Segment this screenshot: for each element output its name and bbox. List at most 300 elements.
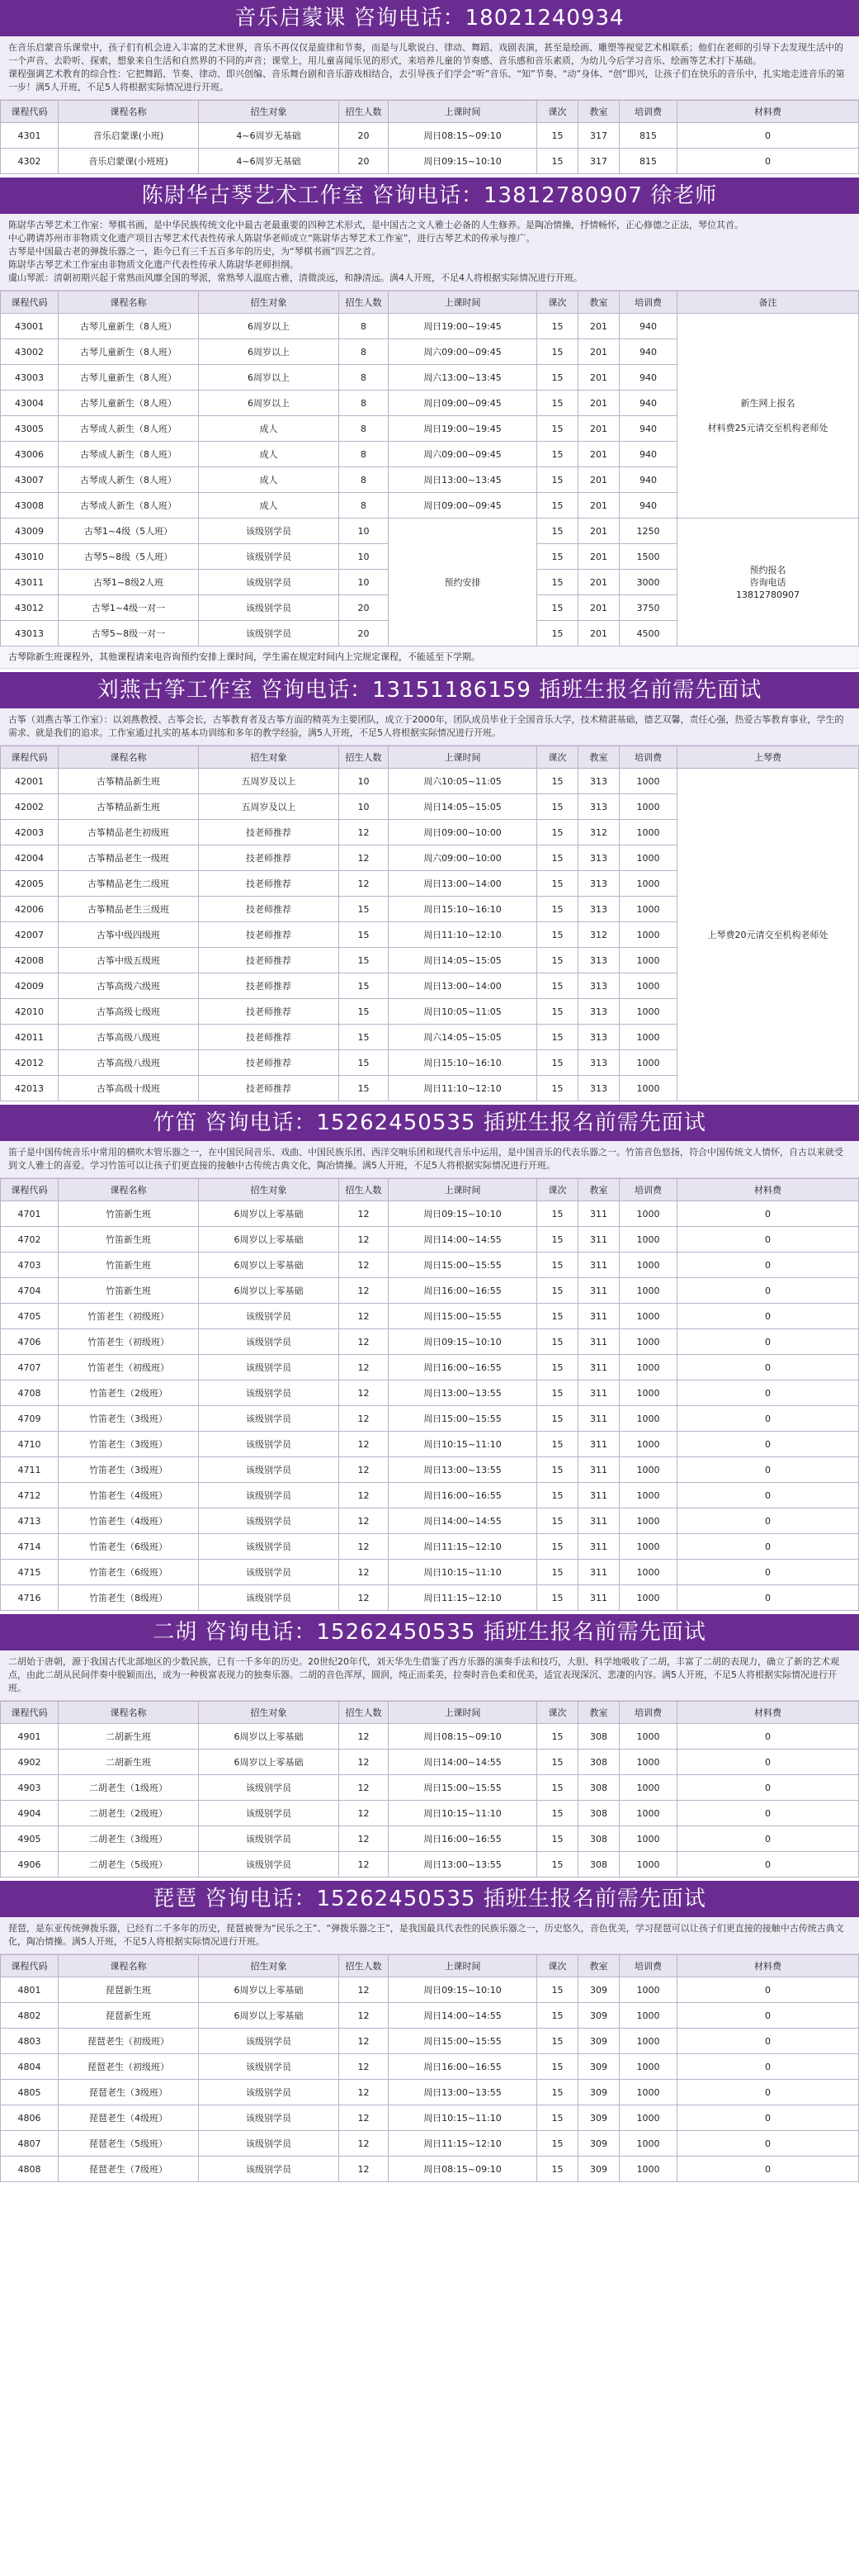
cell-fee: 940 (620, 365, 677, 391)
column-header: 上课时间 (389, 101, 537, 123)
cell-name: 琵琶老生（初级班） (59, 2029, 199, 2054)
cell-name: 琵琶老生（3级班） (59, 2080, 199, 2105)
cell-time: 周日11:15~12:10 (389, 1585, 537, 1611)
cell-room: 308 (578, 1852, 620, 1878)
intro-paragraph: 虞山琴派：清朝初期兴起于常熟而风靡全国的琴派，常熟琴人温庭古雅，清微淡远，和静清远。满4人开班，不足4人将根据实际情况进行开班。 (8, 272, 583, 283)
cell-target: 该级别学员 (199, 1329, 339, 1355)
cell-fee: 1500 (620, 544, 677, 570)
cell-count: 15 (339, 1025, 389, 1050)
cell-target: 技老师推荐 (199, 973, 339, 999)
cell-count: 15 (339, 973, 389, 999)
cell-code: 43011 (1, 570, 59, 595)
cell-room: 311 (578, 1252, 620, 1278)
cell-room: 201 (578, 339, 620, 365)
cell-room: 308 (578, 1826, 620, 1852)
column-header: 课程名称 (59, 101, 199, 123)
cell-code: 4716 (1, 1585, 59, 1611)
column-header: 教室 (578, 291, 620, 314)
cell-room: 309 (578, 2003, 620, 2029)
cell-code: 42003 (1, 820, 59, 845)
cell-target: 6周岁以上零基础 (199, 1201, 339, 1227)
cell-name: 古琴成人新生（8人班） (59, 467, 199, 493)
cell-name: 古琴成人新生（8人班） (59, 416, 199, 442)
cell-material: 0 (677, 2003, 859, 2029)
cell-material: 0 (677, 1801, 859, 1826)
cell-time: 周日14:05~15:05 (389, 948, 537, 973)
cell-room: 201 (578, 519, 620, 544)
column-header: 培训费 (620, 291, 677, 314)
cell-code: 4801 (1, 1977, 59, 2003)
cell-sessions: 15 (537, 1380, 578, 1406)
cell-material: 0 (677, 2157, 859, 2182)
cell-fee: 1000 (620, 794, 677, 820)
table-row (1, 2157, 859, 2182)
cell-target: 该级别学员 (199, 1801, 339, 1826)
cell-fee: 1000 (620, 1329, 677, 1355)
column-header: 课程代码 (1, 746, 59, 769)
cell-fee: 1000 (620, 897, 677, 922)
cell-target: 该级别学员 (199, 1560, 339, 1585)
column-header: 上琴费 (677, 746, 859, 769)
cell-sessions: 15 (537, 769, 578, 794)
cell-count: 10 (339, 544, 389, 570)
cell-count: 15 (339, 922, 389, 948)
cell-material: 0 (677, 149, 859, 174)
cell-code: 4704 (1, 1278, 59, 1304)
cell-time: 周日15:00~15:55 (389, 1252, 537, 1278)
cell-time: 周日09:00~10:00 (389, 820, 537, 845)
cell-name: 古琴儿童新生（8人班） (59, 391, 199, 416)
cell-code: 43010 (1, 544, 59, 570)
cell-name: 古琴儿童新生（8人班） (59, 314, 199, 339)
cell-code: 4807 (1, 2131, 59, 2157)
cell-room: 311 (578, 1329, 620, 1355)
table-head (1, 1179, 859, 1201)
column-header: 培训费 (620, 1955, 677, 1977)
cell-room: 201 (578, 621, 620, 646)
column-header: 招生对象 (199, 291, 339, 314)
cell-material: 0 (677, 1724, 859, 1750)
cell-sessions: 15 (537, 1534, 578, 1560)
cell-name: 古琴成人新生（8人班） (59, 493, 199, 519)
cell-time: 预约安排 (389, 519, 537, 646)
cell-room: 201 (578, 365, 620, 391)
cell-count: 12 (339, 1724, 389, 1750)
column-header: 上课时间 (389, 1702, 537, 1724)
column-header: 教室 (578, 746, 620, 769)
cell-time: 周日13:00~14:00 (389, 973, 537, 999)
cell-material: 0 (677, 1406, 859, 1432)
column-header: 课次 (537, 291, 578, 314)
column-header: 教室 (578, 101, 620, 123)
cell-sessions: 15 (537, 1560, 578, 1585)
cell-target: 成人 (199, 467, 339, 493)
cell-time: 周日09:00~09:45 (389, 493, 537, 519)
cell-room: 311 (578, 1432, 620, 1457)
cell-code: 43004 (1, 391, 59, 416)
cell-target: 4~6周岁无基础 (199, 149, 339, 174)
cell-target: 成人 (199, 416, 339, 442)
cell-room: 201 (578, 595, 620, 621)
cell-sessions: 15 (537, 1201, 578, 1227)
cell-time: 周日15:00~15:55 (389, 2029, 537, 2054)
cell-room: 313 (578, 845, 620, 871)
cell-fee: 940 (620, 493, 677, 519)
cell-fee: 4500 (620, 621, 677, 646)
table-row (1, 2003, 859, 2029)
cell-fee: 1000 (620, 1201, 677, 1227)
cell-time: 周日08:15~09:10 (389, 123, 537, 149)
cell-target: 成人 (199, 493, 339, 519)
cell-count: 20 (339, 123, 389, 149)
cell-count: 12 (339, 1227, 389, 1252)
cell-time: 周日16:00~16:55 (389, 1826, 537, 1852)
cell-target: 技老师推荐 (199, 948, 339, 973)
cell-fee: 940 (620, 314, 677, 339)
cell-sessions: 15 (537, 1304, 578, 1329)
cell-target: 该级别学员 (199, 2105, 339, 2131)
cell-target: 技老师推荐 (199, 845, 339, 871)
table-row (1, 1724, 859, 1750)
cell-material: 0 (677, 1775, 859, 1801)
column-header: 招生人数 (339, 1179, 389, 1201)
table-head (1, 1955, 859, 1977)
cell-time: 周日13:00~14:00 (389, 871, 537, 897)
cell-count: 12 (339, 1801, 389, 1826)
cell-fee: 1000 (620, 871, 677, 897)
cell-code: 43013 (1, 621, 59, 646)
cell-room: 313 (578, 973, 620, 999)
cell-code: 4808 (1, 2157, 59, 2182)
column-header: 课程名称 (59, 1702, 199, 1724)
cell-fee: 1000 (620, 1406, 677, 1432)
cell-target: 6周岁以上零基础 (199, 2003, 339, 2029)
column-header: 课程名称 (59, 291, 199, 314)
cell-count: 20 (339, 149, 389, 174)
cell-time: 周日11:10~12:10 (389, 922, 537, 948)
cell-target: 该级别学员 (199, 1826, 339, 1852)
cell-code: 42007 (1, 922, 59, 948)
cell-material: 0 (677, 1585, 859, 1611)
table-row (1, 2080, 859, 2105)
table-body (1, 123, 859, 174)
column-header: 课程代码 (1, 101, 59, 123)
cell-name: 古琴儿童新生（8人班） (59, 365, 199, 391)
cell-target: 技老师推荐 (199, 871, 339, 897)
cell-sessions: 15 (537, 2003, 578, 2029)
cell-room: 201 (578, 442, 620, 467)
cell-target: 该级别学员 (199, 1508, 339, 1534)
cell-count: 8 (339, 339, 389, 365)
cell-code: 4904 (1, 1801, 59, 1826)
cell-name: 古筝精品老生三级班 (59, 897, 199, 922)
cell-name: 古筝精品老生初级班 (59, 820, 199, 845)
table-row (1, 1329, 859, 1355)
cell-target: 6周岁以上零基础 (199, 1252, 339, 1278)
cell-time: 周日13:00~13:55 (389, 1852, 537, 1878)
cell-count: 12 (339, 2131, 389, 2157)
cell-target: 五周岁及以上 (199, 794, 339, 820)
cell-code: 42006 (1, 897, 59, 922)
table-row (1, 1483, 859, 1508)
cell-name: 竹笛新生班 (59, 1252, 199, 1278)
section-title: 刘燕古筝工作室 咨询电话：13151186159 插班生报名前需先面试 (0, 672, 859, 708)
course-table (0, 100, 859, 174)
cell-time: 周六14:05~15:05 (389, 1025, 537, 1050)
table-row (1, 1977, 859, 2003)
cell-sessions: 15 (537, 149, 578, 174)
cell-code: 4711 (1, 1457, 59, 1483)
cell-count: 15 (339, 999, 389, 1025)
cell-target: 该级别学员 (199, 1852, 339, 1878)
cell-code: 4707 (1, 1355, 59, 1380)
table-row (1, 769, 859, 794)
cell-sessions: 15 (537, 2029, 578, 2054)
cell-sessions: 15 (537, 1852, 578, 1878)
cell-fee: 1000 (620, 2105, 677, 2131)
cell-sessions: 15 (537, 2157, 578, 2182)
cell-room: 201 (578, 544, 620, 570)
cell-sessions: 15 (537, 1775, 578, 1801)
cell-sessions: 15 (537, 519, 578, 544)
cell-time: 周日13:00~13:55 (389, 1457, 537, 1483)
cell-count: 8 (339, 467, 389, 493)
cell-name: 二胡老生（1级班） (59, 1775, 199, 1801)
cell-time: 周日10:15~11:10 (389, 1801, 537, 1826)
column-header: 培训费 (620, 101, 677, 123)
cell-fee: 1000 (620, 820, 677, 845)
cell-count: 15 (339, 948, 389, 973)
cell-name: 古筝精品新生班 (59, 794, 199, 820)
cell-sessions: 15 (537, 467, 578, 493)
column-header: 材料费 (677, 1702, 859, 1724)
cell-fee: 1000 (620, 1050, 677, 1076)
cell-target: 该级别学员 (199, 1775, 339, 1801)
cell-name: 古琴1~4级一对一 (59, 595, 199, 621)
cell-count: 12 (339, 820, 389, 845)
cell-material: 0 (677, 1852, 859, 1878)
cell-fee: 1000 (620, 1076, 677, 1101)
cell-count: 12 (339, 1852, 389, 1878)
cell-target: 技老师推荐 (199, 1025, 339, 1050)
cell-fee: 1000 (620, 922, 677, 948)
cell-target: 该级别学员 (199, 2157, 339, 2182)
cell-count: 12 (339, 2003, 389, 2029)
cell-fee: 1000 (620, 1508, 677, 1534)
cell-time: 周日13:00~13:45 (389, 467, 537, 493)
table-row (1, 2131, 859, 2157)
header-row (1, 1179, 859, 1201)
cell-room: 201 (578, 493, 620, 519)
cell-room: 309 (578, 2080, 620, 2105)
cell-code: 4302 (1, 149, 59, 174)
cell-name: 竹笛老生（初级班） (59, 1329, 199, 1355)
intro-paragraph: 陈尉华古琴艺术工作室由非物质文化遗产代表性传承人陈尉华老师担纲。 (8, 259, 299, 270)
cell-name: 竹笛老生（3级班） (59, 1406, 199, 1432)
table-row (1, 519, 859, 544)
cell-room: 201 (578, 570, 620, 595)
cell-fee: 1000 (620, 1025, 677, 1050)
table-body (1, 1201, 859, 1611)
cell-count: 20 (339, 595, 389, 621)
cell-name: 二胡新生班 (59, 1724, 199, 1750)
intro-paragraph: 在音乐启蒙音乐课堂中，孩子们有机会进入丰富的艺术世界，音乐不再仅仅是旋律和节奏，而是与儿歌说白、律动、舞蹈、戏剧表演，甚至是绘画、雕塑等视觉艺术相联系；他们在老师的引导下去发现生活中的一个声音、去聆听、探索，想象来自生活和自然界的不同的声音；课堂上，用儿童喜闻乐见的形式，来培养儿童的节奏感、音乐感和音乐素质，为幼儿今后学习音乐、绘画等艺术打下基础。 (8, 42, 843, 66)
cell-fee: 1000 (620, 1355, 677, 1380)
column-header: 课次 (537, 1179, 578, 1201)
column-header: 材料费 (677, 1955, 859, 1977)
table-row (1, 149, 859, 174)
cell-code: 42005 (1, 871, 59, 897)
cell-room: 313 (578, 1025, 620, 1050)
cell-time: 周日10:15~11:10 (389, 1560, 537, 1585)
cell-sessions: 15 (537, 1406, 578, 1432)
cell-target: 6周岁以上零基础 (199, 1278, 339, 1304)
cell-target: 该级别学员 (199, 1432, 339, 1457)
cell-sessions: 15 (537, 570, 578, 595)
table-row (1, 1585, 859, 1611)
cell-time: 周日08:15~09:10 (389, 2157, 537, 2182)
cell-fee: 1000 (620, 973, 677, 999)
cell-material: 0 (677, 1977, 859, 2003)
cell-time: 周日14:00~14:55 (389, 1227, 537, 1252)
cell-time: 周日10:05~11:05 (389, 999, 537, 1025)
column-header: 教室 (578, 1955, 620, 1977)
cell-room: 308 (578, 1750, 620, 1775)
cell-time: 周日09:15~10:10 (389, 149, 537, 174)
cell-code: 4803 (1, 2029, 59, 2054)
cell-sessions: 15 (537, 1483, 578, 1508)
column-header: 课次 (537, 1955, 578, 1977)
cell-target: 技老师推荐 (199, 820, 339, 845)
cell-code: 4903 (1, 1775, 59, 1801)
cell-name: 竹笛新生班 (59, 1227, 199, 1252)
cell-count: 10 (339, 794, 389, 820)
cell-name: 古琴儿童新生（8人班） (59, 339, 199, 365)
cell-material: 0 (677, 2131, 859, 2157)
cell-target: 4~6周岁无基础 (199, 123, 339, 149)
cell-room: 311 (578, 1304, 620, 1329)
intro-paragraph: 笛子是中国传统音乐中常用的横吹木管乐器之一，在中国民间音乐、戏曲、中国民族乐团、西洋交响乐团和现代音乐中运用，是中国音乐的代表乐器之一。竹笛音色悠扬，符合中国传统文人情怀，自古以来就受到文人雅士的喜爱。学习竹笛可以让孩子们更直接的接触中古传统古典文化，陶冶情操。满5人开班，不足5人将根据实际情况进行开班。 (8, 1147, 843, 1171)
cell-room: 311 (578, 1355, 620, 1380)
cell-room: 311 (578, 1534, 620, 1560)
cell-time: 周日13:00~13:55 (389, 2080, 537, 2105)
cell-name: 竹笛老生（8级班） (59, 1585, 199, 1611)
column-header: 招生人数 (339, 1702, 389, 1724)
column-header: 材料费 (677, 101, 859, 123)
cell-sessions: 15 (537, 1025, 578, 1050)
section-intro (0, 1141, 859, 1178)
column-header: 课程代码 (1, 1955, 59, 1977)
cell-fee: 1000 (620, 1534, 677, 1560)
cell-fee: 1000 (620, 769, 677, 794)
column-header: 招生人数 (339, 1955, 389, 1977)
cell-count: 12 (339, 2105, 389, 2131)
cell-material: 0 (677, 1483, 859, 1508)
column-header: 课次 (537, 1702, 578, 1724)
header-row (1, 291, 859, 314)
cell-sessions: 15 (537, 973, 578, 999)
cell-material: 0 (677, 1252, 859, 1278)
cell-name: 竹笛老生（6级班） (59, 1534, 199, 1560)
course-table (0, 746, 859, 1101)
cell-name: 竹笛老生（4级班） (59, 1483, 199, 1508)
cell-fee: 1000 (620, 1826, 677, 1852)
cell-fee: 3750 (620, 595, 677, 621)
table-row (1, 1252, 859, 1278)
cell-room: 309 (578, 2029, 620, 2054)
cell-fee: 1000 (620, 2080, 677, 2105)
table-row (1, 1355, 859, 1380)
cell-sessions: 15 (537, 999, 578, 1025)
table-row (1, 1852, 859, 1878)
intro-paragraph: 陈尉华古琴艺术工作室：琴棋书画，是中华民族传统文化中最古老最重要的四种艺术形式，是中国古之文人雅士必备的人生修养。是陶冶情操，抒情畅怀，正心修德之正法，琴位其首。 (8, 220, 743, 230)
cell-count: 8 (339, 493, 389, 519)
cell-count: 12 (339, 2157, 389, 2182)
cell-target: 6周岁以上零基础 (199, 1724, 339, 1750)
cell-room: 312 (578, 820, 620, 845)
cell-sessions: 15 (537, 314, 578, 339)
cell-time: 周日19:00~19:45 (389, 416, 537, 442)
cell-count: 8 (339, 416, 389, 442)
intro-paragraph: 课程强调艺术教育的综合性：它把舞蹈、节奏、律动、即兴创编、音乐舞台剧和音乐游戏相结合，去引导孩子们学会“听”音乐、“知”节奏、“动”身体、“创”即兴，让孩子们在快乐的音乐中，扎实地走进音乐的第一步！满5人开班，不足5人将根据实际情况进行开班。 (8, 69, 845, 92)
cell-count: 8 (339, 314, 389, 339)
column-header: 招生对象 (199, 1179, 339, 1201)
table-row (1, 314, 859, 339)
table-body (1, 1977, 859, 2182)
cell-name: 竹笛老生（初级班） (59, 1355, 199, 1380)
cell-name: 古筝精品老生一级班 (59, 845, 199, 871)
cell-time: 周日08:15~09:10 (389, 1724, 537, 1750)
cell-name: 竹笛老生（3级班） (59, 1457, 199, 1483)
cell-name: 琵琶老生（5级班） (59, 2131, 199, 2157)
table-row (1, 1534, 859, 1560)
column-header: 培训费 (620, 1179, 677, 1201)
cell-count: 12 (339, 1406, 389, 1432)
cell-code: 42009 (1, 973, 59, 999)
header-row (1, 746, 859, 769)
cell-material: 0 (677, 1329, 859, 1355)
cell-target: 技老师推荐 (199, 897, 339, 922)
cell-name: 古筝中级四级班 (59, 922, 199, 948)
cell-code: 42001 (1, 769, 59, 794)
cell-room: 309 (578, 2131, 620, 2157)
cell-time: 周日16:00~16:55 (389, 1278, 537, 1304)
cell-count: 10 (339, 570, 389, 595)
cell-code: 42002 (1, 794, 59, 820)
column-header: 上课时间 (389, 1179, 537, 1201)
column-header: 课程名称 (59, 1955, 199, 1977)
table-row (1, 2054, 859, 2080)
cell-sessions: 15 (537, 1076, 578, 1101)
column-header: 上课时间 (389, 1955, 537, 1977)
cell-count: 12 (339, 1560, 389, 1585)
cell-target: 该级别学员 (199, 1483, 339, 1508)
cell-name: 二胡老生（5级班） (59, 1852, 199, 1878)
column-header: 上课时间 (389, 291, 537, 314)
cell-target: 该级别学员 (199, 519, 339, 544)
cell-sessions: 15 (537, 621, 578, 646)
cell-note: 预约报名 咨询电话 13812780907 (677, 519, 859, 646)
table-row (1, 1380, 859, 1406)
cell-name: 竹笛老生（4级班） (59, 1508, 199, 1534)
cell-sessions: 15 (537, 595, 578, 621)
cell-target: 6周岁以上 (199, 339, 339, 365)
cell-room: 309 (578, 1977, 620, 2003)
column-header: 课程代码 (1, 291, 59, 314)
cell-fee: 1000 (620, 948, 677, 973)
cell-fee: 1000 (620, 1775, 677, 1801)
cell-fee: 1000 (620, 1380, 677, 1406)
